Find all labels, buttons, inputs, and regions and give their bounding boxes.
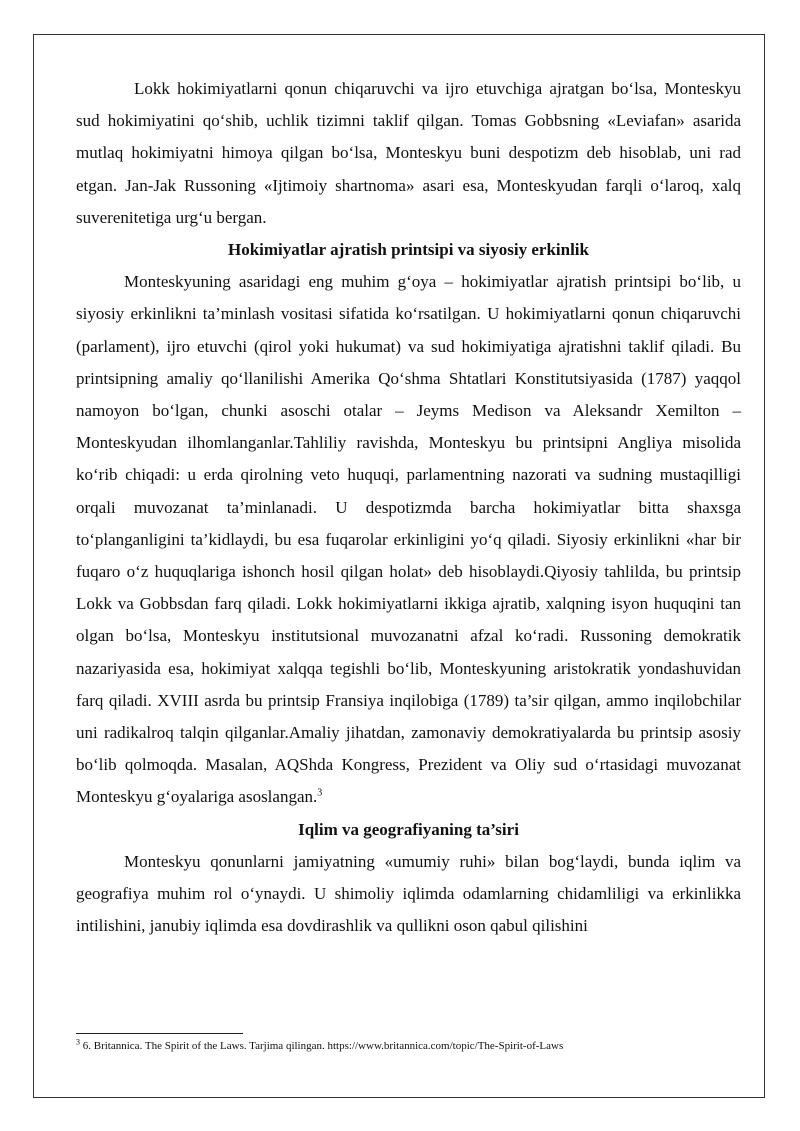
paragraph-intro: Lokk hokimiyatlarni qonun chiqaruvchi va ijro etuvchiga ajratgan bo‘lsa, Monteskyu sud hokimiyatini qo‘shib, uchlik tizimni taklif qilgan. Tomas Gobbsning «Leviafan» asarida mutlaq hokimiyatni himoya qilgan bo‘lsa, Monteskyu buni despotizm deb hisoblab, uni rad etgan. Jan-Jak Russoning «Ijtimoiy shartnoma» asari esa, Monteskyudan farqli o‘laroq, xalq suverenitetiga urg‘u bergan. bbox=[76, 79, 741, 227]
footnote bbox=[76, 1039, 741, 1053]
section-heading-climate: Iqlim va geografiyaning ta’siri bbox=[298, 819, 519, 839]
footnote-mark: 3 bbox=[76, 1037, 80, 1047]
paragraph-text: Monteskyuning asaridagi eng muhim g‘oya – hokimiyatlar ajratish printsipi bo‘lib, u siyosiy erkinlikni ta’minlash vositasi sifatida ko‘rsatilgan. U hokimiyatlarni qonun chiqaruvchi (parlament), ijro etuvchi (qirol yoki hukumat) va sud hokimiyatiga ajratishni taklif qiladi. Bu printsipning amaliy qo‘llanilishi Amerika Qo‘shma Shtatlari Konstitutsiyasida (1787) yaqqol namoyon bo‘lgan, chunki asoschi otalar – Jeyms Medison va Aleksandr Xemilton – Monteskyudan ilhomlanganlar.Tahliliy ravishda, Monteskyu bu printsipni Angliya misolida ko‘rib chiqadi: u erda qirolning veto huquqi, parlamentning nazorati va sudning mustaqilligi orqali muvozanat ta’minlanadi. U despotizmda barcha hokimiyatlar bitta shaxsga to‘planganligini ta’kidlaydi, bu esa fuqarolar erkinligini yo‘q qiladi. Siyosiy erkinlikni «har bir fuqaro o‘z huquqlariga ishonch hosil qilgan holat» deb hisoblaydi.Qiyosiy tahlilda, bu printsip Lokk va Gobbsdan farq qiladi. Lokk hokimiyatlarni ikkiga ajratib, xalqning isyon huquqini tan olgan bo‘lsa, Monteskyu institutsional muvozanatni afzal ko‘radi. Russoning demokratik nazariyasida esa, hokimiyat xalqqa tegishli bo‘lib, Monteskyuning aristokratik yondashuvidan farq qiladi. XVIII asrda bu printsip Fransiya inqilobiga (1789) ta’sir qilgan, ammo inqilobchilar uni radikalroq talqin qilganlar.Amaliy jihatdan, zamonaviy demokratiyalarda bu printsip asosiy bo‘lib qolmoqda. Masalan, AQShda Kongress, Prezident va Oliy sud o‘rtasidagi muvozanat Monteskyu g‘oyalariga asoslangan. bbox=[76, 272, 741, 807]
footnote-text: 6. Britannica. The Spirit of the Laws. Tarjima qilingan. https://www.britannica.com/topic/The-Spirit-of-Laws bbox=[80, 1040, 564, 1052]
document-body bbox=[76, 73, 741, 942]
paragraph-separation-of-powers bbox=[76, 266, 741, 813]
section-heading-separation-of-powers: Hokimiyatlar ajratish printsipi va siyosiy erkinlik bbox=[228, 240, 589, 260]
paragraph-climate: Monteskyu qonunlarni jamiyatning «umumiy ruhi» bilan bog‘laydi, bunda iqlim va geografiya muhim rol o‘ynaydi. U shimoliy iqlimda odamlarning chidamliligi va erkinlikka intilishini, janubiy iqlimda esa dovdirashlik va qullikni oson qabul qilishini bbox=[76, 851, 741, 936]
footnote-separator bbox=[76, 1033, 243, 1034]
footnote-reference[interactable]: 3 bbox=[317, 787, 323, 799]
